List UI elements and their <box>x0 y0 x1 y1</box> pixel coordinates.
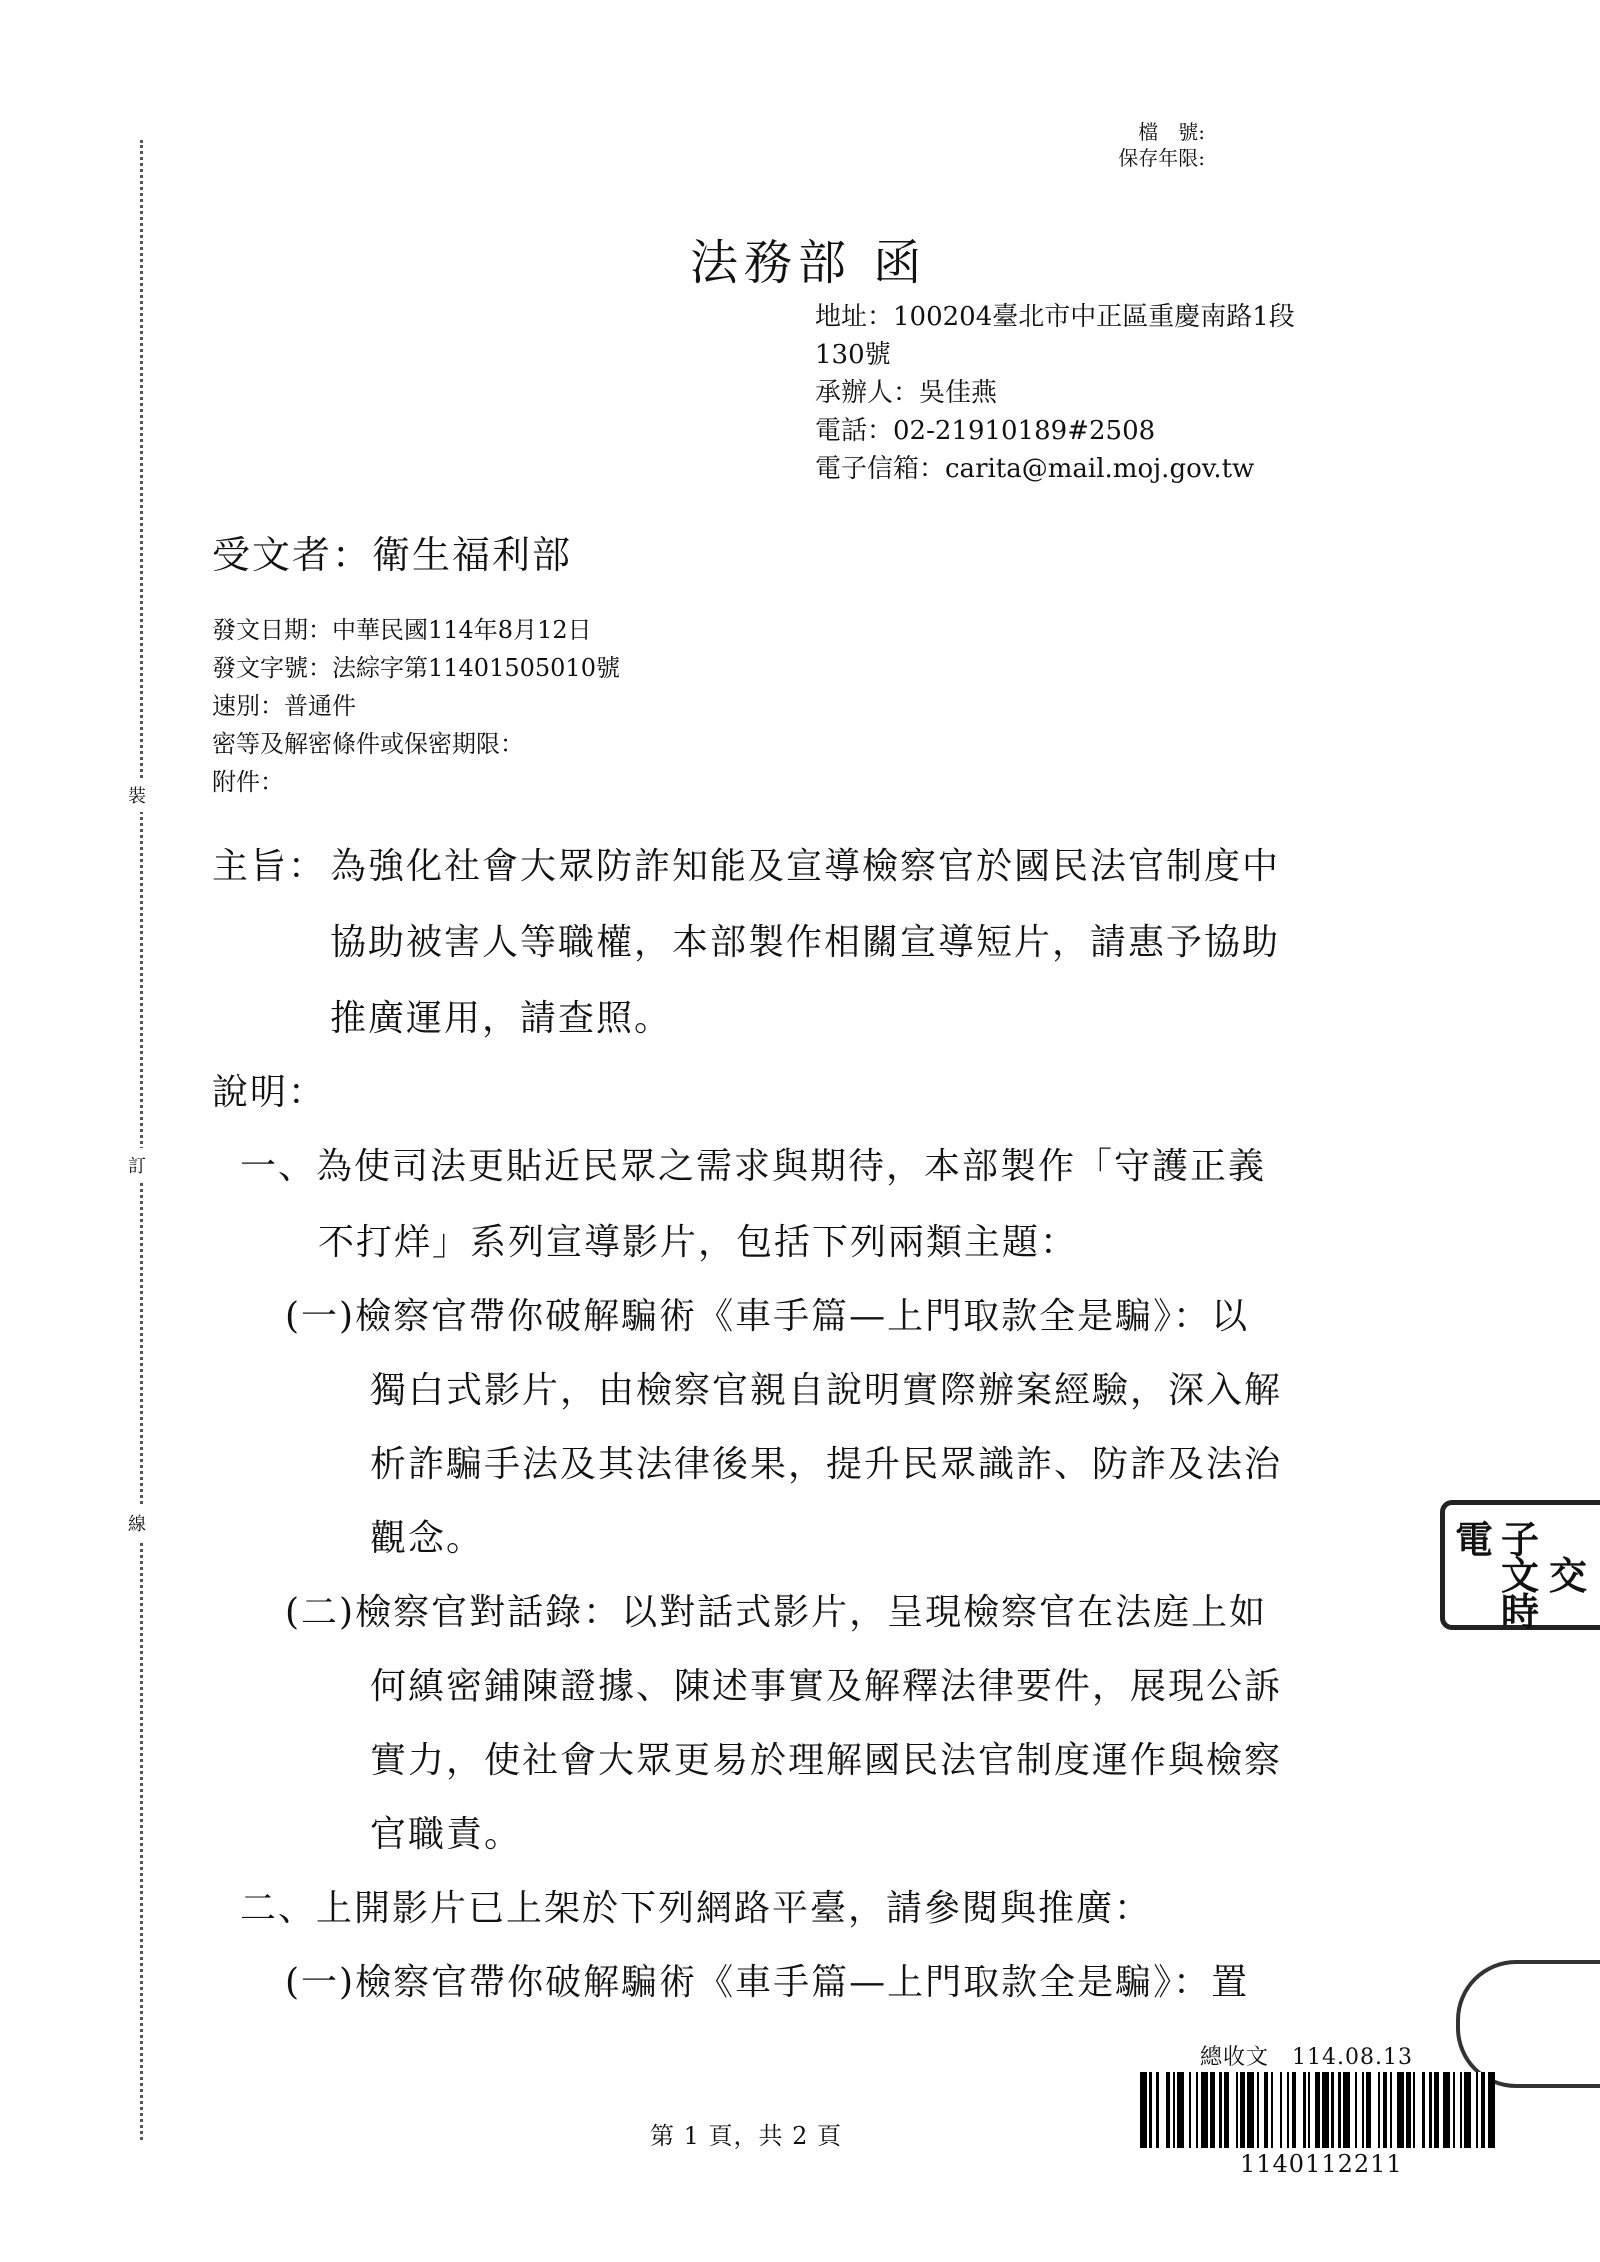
security-level: 密等及解密條件或保密期限： <box>212 730 524 758</box>
item-one-sub-two-line: 官職責。 <box>370 1814 523 1855</box>
document-title: 法務部 函 <box>690 235 928 291</box>
contact-address: 地址：100204臺北市中正區重慶南路1段 <box>815 302 1295 332</box>
contact-email: 電子信箱：carita@mail.moj.gov.tw <box>815 454 1255 484</box>
item-one-sub-two-line: 實力，使社會大眾更易於理解國民法官制度運作與檢察 <box>370 1740 1283 1781</box>
item-one-sub-one-line: 觀念。 <box>370 1518 485 1559</box>
stamp-char: 電 <box>1455 1517 1494 1562</box>
item-two-sub-one-line: (一)檢察官帶你破解騙術《車手篇—上門取款全是騙》：置 <box>285 1962 1250 2003</box>
received-stamp: 總收文 114.08.13 <box>1200 2045 1413 2070</box>
subject-label: 主旨： <box>212 846 327 887</box>
contact-address-cont: 130號 <box>815 340 891 370</box>
barcode-number: 1140112211 <box>1240 2150 1403 2178</box>
document-number: 發文字號：法綜字第11401505010號 <box>212 654 620 682</box>
priority: 速別：普通件 <box>212 692 356 720</box>
item-one-line: 一、為使司法更貼近民眾之需求與期待，本部製作「守護正義 <box>240 1146 1267 1187</box>
round-seal-stamp <box>1456 1960 1600 2088</box>
retention-label: 保存年限: <box>1118 146 1205 170</box>
subject-line: 協助被害人等職權，本部製作相關宣導短片，請惠予協助 <box>330 922 1281 963</box>
contact-phone: 電話：02-21910189#2508 <box>815 416 1156 446</box>
attachments: 附件： <box>212 768 284 796</box>
item-one-line: 不打烊」系列宣導影片，包括下列兩類主題： <box>318 1222 1079 1263</box>
item-one-sub-two-line: (二)檢察官對話錄：以對話式影片，呈現檢察官在法庭上如 <box>285 1592 1268 1633</box>
explanation-label: 說明： <box>212 1072 327 1113</box>
stamp-char: 交 <box>1549 1553 1588 1598</box>
subject-line: 為強化社會大眾防詐知能及宣導檢察官於國民法官制度中 <box>330 846 1281 887</box>
item-two-line: 二、上開影片已上架於下列網路平臺，請參閱與推廣： <box>240 1888 1153 1929</box>
page-number: 第 1 頁，共 2 頁 <box>650 2122 843 2150</box>
item-one-sub-one-line: 析詐騙手法及其法律後果，提升民眾識詐、防詐及法治 <box>370 1444 1283 1485</box>
item-one-sub-one-line: (一)檢察官帶你破解騙術《車手篇—上門取款全是騙》：以 <box>285 1296 1250 1337</box>
binding-dotted-line <box>140 140 143 2140</box>
contact-handler: 承辦人：吳佳燕 <box>815 378 998 408</box>
item-one-sub-one-line: 獨白式影片，由檢察官親自說明實際辦案經驗，深入解 <box>370 1370 1283 1411</box>
barcode <box>1140 2072 1496 2148</box>
recipient: 受文者：衛生福利部 <box>212 533 573 577</box>
file-number-label: 檔 號: <box>1138 120 1205 144</box>
stamp-char: 文 <box>1501 1553 1540 1598</box>
electronic-exchange-stamp <box>1440 1500 1600 1634</box>
subject-line: 推廣運用，請查照。 <box>330 998 673 1039</box>
stamp-char: 子 <box>1501 1517 1540 1562</box>
item-one-sub-two-line: 何縝密鋪陳證據、陳述事實及解釋法律要件，展現公訴 <box>370 1666 1283 1707</box>
issue-date: 發文日期：中華民國114年8月12日 <box>212 616 592 644</box>
stamp-char: 時 <box>1501 1589 1540 1634</box>
binding-mark-ding: 訂 <box>128 1148 146 1182</box>
binding-mark-zhuang: 裝 <box>128 778 146 812</box>
binding-mark-xian: 線 <box>128 1506 146 1540</box>
